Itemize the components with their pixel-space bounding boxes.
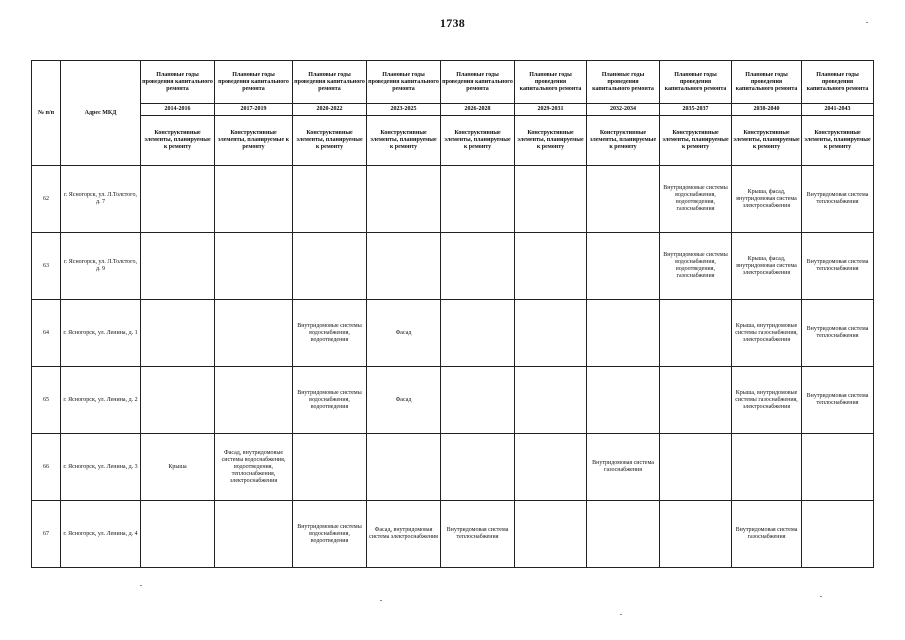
repair-cell — [141, 300, 215, 367]
header-year-range: 2035-2037 — [660, 104, 732, 116]
repair-cell: Внутридомовые системы водоснабжения, водоотведения — [293, 300, 367, 367]
repair-cell: Внутридомовые системы водоснабжения, водоотведения, газоснабжения — [660, 233, 732, 300]
repair-cell — [441, 233, 515, 300]
repair-cell: Крыша, внутридомовые системы газоснабжения, электроснабжения — [732, 367, 802, 434]
header-elements-label: Конструктивные элементы, планируемые к ремонту — [515, 116, 587, 166]
repair-cell: Внутридомовая система теплоснабжения — [802, 166, 874, 233]
repair-cell — [660, 501, 732, 568]
table-row — [32, 501, 874, 568]
repair-cell — [587, 300, 660, 367]
scan-speck — [866, 22, 868, 23]
repair-cell — [367, 166, 441, 233]
row-address: г. Ясногорск, ул. Л.Толстого, д. 7 — [61, 166, 141, 233]
header-year-range: 2038-2040 — [732, 104, 802, 116]
repair-cell: Фасад, внутридомовая система электроснабжения — [367, 501, 441, 568]
repair-cell — [367, 434, 441, 501]
repair-cell — [293, 233, 367, 300]
repair-cell — [293, 434, 367, 501]
repair-cell — [515, 434, 587, 501]
repair-cell: Крыша, фасад, внутридомовая система электроснабжения — [732, 166, 802, 233]
repair-cell — [215, 501, 293, 568]
repair-cell — [215, 233, 293, 300]
header-elements-label: Конструктивные элементы, планируемые к ремонту — [367, 116, 441, 166]
repair-cell — [141, 367, 215, 434]
repair-cell — [515, 501, 587, 568]
header-elements-label: Конструктивные элементы, планируемые к ремонту — [141, 116, 215, 166]
repair-cell — [441, 434, 515, 501]
table-body — [32, 166, 874, 568]
scan-speck — [140, 585, 142, 586]
row-number: 64 — [32, 300, 61, 367]
header-period-title: Плановые годы проведения капитального ремонта — [802, 61, 874, 104]
repair-cell — [141, 166, 215, 233]
repair-cell — [802, 501, 874, 568]
repair-cell: Крыша, фасад, внутридомовая система электроснабжения — [732, 233, 802, 300]
header-elements-label: Конструктивные элементы, планируемые к ремонту — [802, 116, 874, 166]
repair-cell: Фасад — [367, 300, 441, 367]
page-number: 1738 — [439, 16, 466, 30]
header-num: № п/п — [32, 61, 61, 166]
header-elements-label: Конструктивные элементы, планируемые к ремонту — [732, 116, 802, 166]
header-year-range: 2017-2019 — [215, 104, 293, 116]
repair-cell: Крыша — [141, 434, 215, 501]
repair-cell — [515, 233, 587, 300]
repair-cell: Внутридомовая система теплоснабжения — [802, 367, 874, 434]
repair-cell: Крыша, внутридомовые системы газоснабжения, электроснабжения — [732, 300, 802, 367]
header-period-title: Плановые годы проведения капитального ремонта — [215, 61, 293, 104]
header-period-title: Плановые годы проведения капитального ремонта — [141, 61, 215, 104]
repair-cell: Внутридомовая система теплоснабжения — [802, 233, 874, 300]
row-address: г. Ясногорск, ул. Ленина, д. 4 — [61, 501, 141, 568]
repair-cell: Внутридомовые системы водоснабжения, водоотведения — [293, 367, 367, 434]
repair-cell: Внутридомовые системы водоснабжения, водоотведения — [293, 501, 367, 568]
header-year-range: 2032-2034 — [587, 104, 660, 116]
repair-cell — [215, 166, 293, 233]
header-period-title: Плановые годы проведения капитального ремонта — [293, 61, 367, 104]
repair-cell — [732, 434, 802, 501]
repair-cell — [367, 233, 441, 300]
header-period-title: Плановые годы проведения капитального ремонта — [367, 61, 441, 104]
repair-cell — [660, 367, 732, 434]
header-year-range: 2029-2031 — [515, 104, 587, 116]
header-year-range: 2020-2022 — [293, 104, 367, 116]
row-number: 63 — [32, 233, 61, 300]
repair-cell: Внутридомовая система теплоснабжения — [441, 501, 515, 568]
table-row — [32, 434, 874, 501]
repair-cell — [515, 300, 587, 367]
table-row — [32, 300, 874, 367]
row-address: г. Ясногорск, ул. Ленина, д. 1 — [61, 300, 141, 367]
table-row — [32, 367, 874, 434]
header-period-title: Плановые годы проведения капитального ремонта — [660, 61, 732, 104]
table-row — [32, 166, 874, 233]
repair-cell: Внутридомовая система газоснабжения — [587, 434, 660, 501]
header-period-title: Плановые годы проведения капитального ремонта — [587, 61, 660, 104]
repair-cell — [215, 300, 293, 367]
capital-repair-table — [31, 60, 874, 568]
row-address: г. Ясногорск, ул. Л.Толстого, д. 9 — [61, 233, 141, 300]
header-period-title: Плановые годы проведения капитального ремонта — [441, 61, 515, 104]
row-number: 62 — [32, 166, 61, 233]
header-elements-label: Конструктивные элементы, планируемые к ремонту — [293, 116, 367, 166]
header-elements-label: Конструктивные элементы, планируемые к ремонту — [441, 116, 515, 166]
repair-cell — [441, 166, 515, 233]
header-elements-label: Конструктивные элементы, планируемые к ремонту — [215, 116, 293, 166]
repair-cell — [441, 367, 515, 434]
repair-cell — [215, 367, 293, 434]
row-number: 66 — [32, 434, 61, 501]
header-year-range: 2014-2016 — [141, 104, 215, 116]
row-number: 65 — [32, 367, 61, 434]
repair-cell — [660, 300, 732, 367]
repair-cell — [515, 166, 587, 233]
scan-speck — [820, 596, 822, 597]
table-row — [32, 233, 874, 300]
header-elements-label: Конструктивные элементы, планируемые к ремонту — [660, 116, 732, 166]
repair-cell — [587, 233, 660, 300]
row-address: г. Ясногорск, ул. Ленина, д. 2 — [61, 367, 141, 434]
header-year-range: 2041-2043 — [802, 104, 874, 116]
repair-cell — [660, 434, 732, 501]
header-address: Адрес МКД — [61, 61, 141, 166]
scan-speck — [380, 600, 382, 601]
repair-cell — [141, 233, 215, 300]
header-period-title: Плановые годы проведения капитального ремонта — [515, 61, 587, 104]
repair-cell — [141, 501, 215, 568]
repair-cell — [441, 300, 515, 367]
repair-cell: Внутридомовая система газоснабжения — [732, 501, 802, 568]
table-header — [32, 61, 874, 166]
header-year-range: 2023-2025 — [367, 104, 441, 116]
repair-cell — [515, 367, 587, 434]
repair-cell — [587, 367, 660, 434]
repair-cell: Внутридомовые системы водоснабжения, водоотведения, газоснабжения — [660, 166, 732, 233]
repair-cell: Внутридомовая система теплоснабжения — [802, 300, 874, 367]
repair-cell — [587, 501, 660, 568]
row-address: г. Ясногорск, ул. Ленина, д. 3 — [61, 434, 141, 501]
repair-cell — [587, 166, 660, 233]
header-year-range: 2026-2028 — [441, 104, 515, 116]
header-period-title: Плановые годы проведения капитального ремонта — [732, 61, 802, 104]
header-elements-label: Конструктивные элементы, планируемые к ремонту — [587, 116, 660, 166]
scan-speck — [620, 614, 622, 615]
repair-cell: Фасад, внутридомовые системы водоснабжения, водоотведения, теплоснабжения, электроснабжения — [215, 434, 293, 501]
repair-cell — [293, 166, 367, 233]
row-number: 67 — [32, 501, 61, 568]
repair-cell: Фасад — [367, 367, 441, 434]
repair-cell — [802, 434, 874, 501]
